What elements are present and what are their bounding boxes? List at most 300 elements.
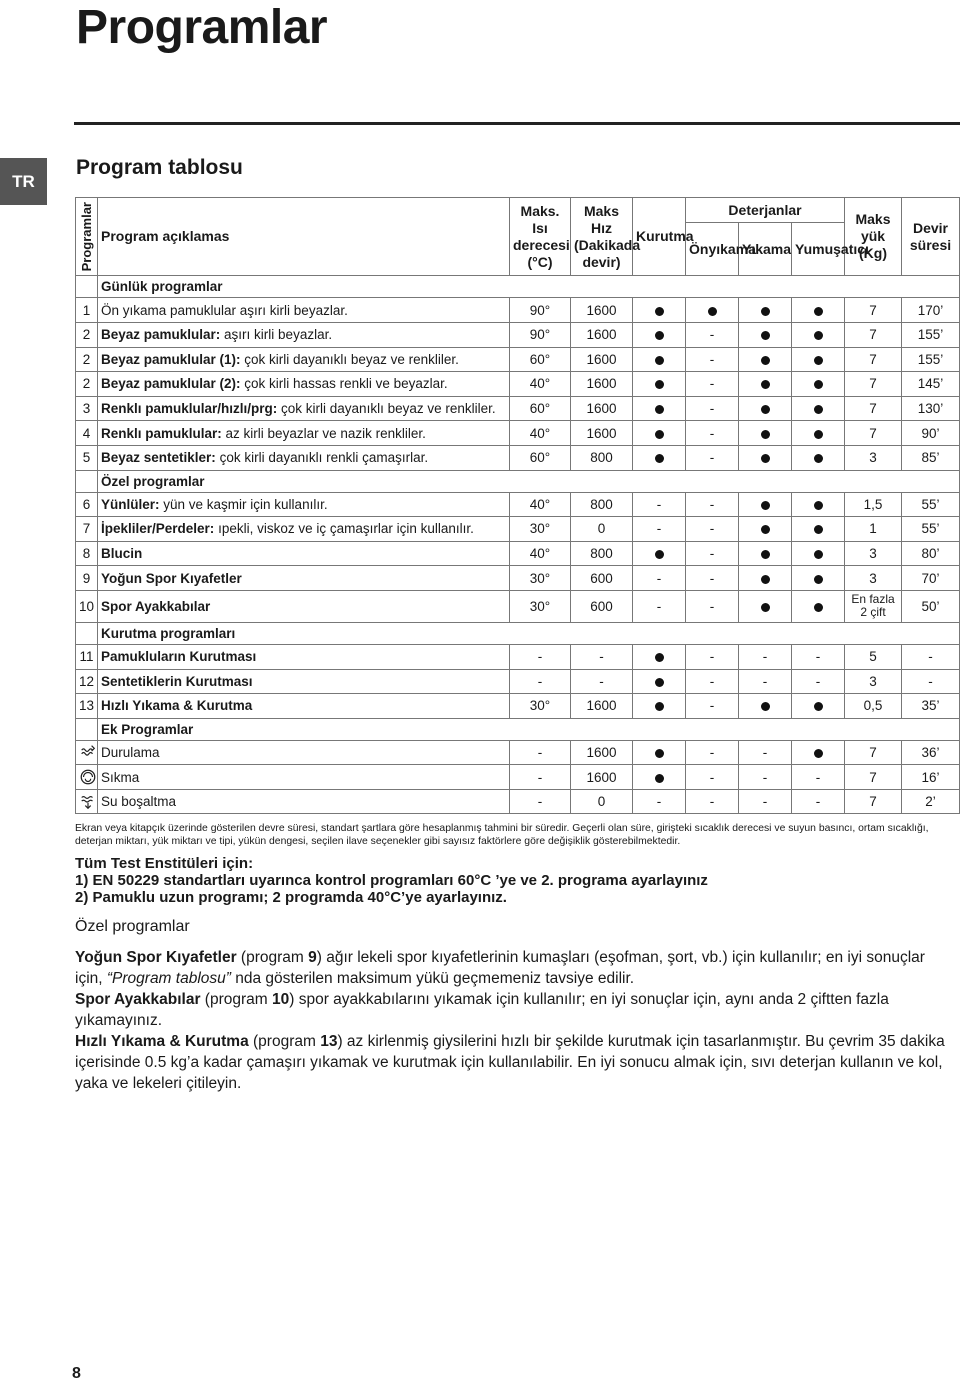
section-title: Ek Programlar xyxy=(98,718,960,740)
program-text: çok kirli dayanıklı beyaz ve renkliler. xyxy=(277,401,496,417)
program-label: Beyaz pamuklular: xyxy=(101,327,221,343)
section-row xyxy=(76,276,960,298)
program-label: Blucin xyxy=(101,546,143,562)
wash-cell xyxy=(739,566,792,591)
program-description xyxy=(98,322,510,347)
program-number: 6 xyxy=(76,492,98,517)
section-row xyxy=(76,718,960,740)
prewash-cell xyxy=(686,298,739,323)
program-label: Yoğun Spor Kıyafetler xyxy=(101,570,242,586)
speed-cell: 1600 xyxy=(571,347,633,372)
program-text: ıpekli, viskoz ve iç çamaşırlar için kullanılır. xyxy=(214,521,474,537)
prewash-cell: - xyxy=(686,789,739,814)
table-row xyxy=(76,765,960,790)
program-description xyxy=(98,492,510,517)
load-cell: 5 xyxy=(845,644,902,669)
program-description xyxy=(98,566,510,591)
speed-cell: 1600 xyxy=(571,322,633,347)
section-row xyxy=(76,470,960,492)
speed-cell: 1600 xyxy=(571,421,633,446)
program-text: Sıkma xyxy=(101,769,140,785)
speed-cell: 1600 xyxy=(571,765,633,790)
wash-cell xyxy=(739,372,792,397)
duration-cell: 155’ xyxy=(902,347,960,372)
section-title: Özel programlar xyxy=(98,470,960,492)
wash-cell xyxy=(739,396,792,421)
dry-cell: - xyxy=(633,590,686,622)
duration-cell: 16’ xyxy=(902,765,960,790)
duration-cell: 85’ xyxy=(902,445,960,470)
test-line-1: 1) EN 50229 standartları uyarınca kontrol programları 60°C ’ye ve 2. programa ayarlayınız xyxy=(75,872,708,889)
prewash-cell: - xyxy=(686,445,739,470)
filled-dot-icon xyxy=(761,525,770,534)
filled-dot-icon xyxy=(814,501,823,510)
dry-cell xyxy=(633,765,686,790)
program-table xyxy=(75,197,960,814)
program-label: Beyaz sentetikler: xyxy=(101,450,216,466)
dry-cell xyxy=(633,421,686,446)
softener-cell xyxy=(792,590,845,622)
temp-cell: - xyxy=(510,644,571,669)
filled-dot-icon xyxy=(814,380,823,389)
prewash-cell: - xyxy=(686,322,739,347)
load-cell: 7 xyxy=(845,298,902,323)
wash-cell xyxy=(739,421,792,446)
filled-dot-icon xyxy=(761,702,770,711)
filled-dot-icon xyxy=(655,356,664,365)
dry-cell xyxy=(633,347,686,372)
prewash-cell: - xyxy=(686,566,739,591)
speed-cell: 1600 xyxy=(571,372,633,397)
program-label: Beyaz pamuklular (2): xyxy=(101,376,241,392)
prewash-cell: - xyxy=(686,590,739,622)
filled-dot-icon xyxy=(655,749,664,758)
prewash-header: Önyıkama xyxy=(686,223,739,276)
table-row xyxy=(76,566,960,591)
table-row xyxy=(76,372,960,397)
filled-dot-icon xyxy=(814,603,823,612)
table-body xyxy=(76,276,960,814)
program-description xyxy=(98,347,510,372)
load-cell: 7 xyxy=(845,347,902,372)
paragraph-quick-wash-dry: Hızlı Yıkama & Kurutma (program 13) az kirlenmiş giysilerini hızlı bir şekilde kurutmak için tasarlanmıştır. Bu çevrim 35 dakika içerisinde 0.5 kg’a kadar çamaşırı yıkamak ve kurutmak için kullanılabilir. En iyi sonucu almak için, sıvı deterjan kullanın ve kol, yaka ve lekeleri çitileyin. xyxy=(75,1033,945,1092)
speed-cell: 1600 xyxy=(571,740,633,765)
softener-cell xyxy=(792,492,845,517)
filled-dot-icon xyxy=(655,653,664,662)
filled-dot-icon xyxy=(814,550,823,559)
dry-cell xyxy=(633,445,686,470)
softener-cell xyxy=(792,694,845,719)
load-cell: En fazla 2 çift xyxy=(845,590,902,622)
softener-cell: - xyxy=(792,644,845,669)
duration-cell: 70’ xyxy=(902,566,960,591)
temp-cell: 60° xyxy=(510,347,571,372)
filled-dot-icon xyxy=(655,774,664,783)
softener-cell xyxy=(792,566,845,591)
prewash-cell: - xyxy=(686,372,739,397)
speed-cell: 800 xyxy=(571,541,633,566)
dry-header: Kurutma xyxy=(633,198,686,276)
table-row xyxy=(76,322,960,347)
filled-dot-icon xyxy=(814,575,823,584)
wash-cell xyxy=(739,590,792,622)
program-description xyxy=(98,396,510,421)
wash-cell xyxy=(739,445,792,470)
load-cell: 7 xyxy=(845,765,902,790)
drain-icon xyxy=(76,789,98,814)
section-title: Kurutma programları xyxy=(98,622,960,644)
temp-cell: - xyxy=(510,669,571,694)
desc-header: Program açıklamas xyxy=(98,198,510,276)
prewash-cell: - xyxy=(686,347,739,372)
duration-cell: 130’ xyxy=(902,396,960,421)
program-description xyxy=(98,298,510,323)
special-programs-text xyxy=(75,947,955,1094)
duration-cell: - xyxy=(902,644,960,669)
program-text: yün ve kaşmir için kullanılır. xyxy=(159,496,328,512)
program-description xyxy=(98,372,510,397)
table-row xyxy=(76,396,960,421)
program-number: 3 xyxy=(76,396,98,421)
program-number: 13 xyxy=(76,694,98,719)
table-row xyxy=(76,694,960,719)
filled-dot-icon xyxy=(761,603,770,612)
load-cell: 3 xyxy=(845,669,902,694)
test-title: Tüm Test Enstitüleri için: xyxy=(75,855,254,872)
duration-cell: 145’ xyxy=(902,372,960,397)
table-row xyxy=(76,298,960,323)
paragraph-sport-clothes: Yoğun Spor Kıyafetler (program 9) ağır lekeli spor kıyafetlerinin kumaşları (eşofman, şort, vb.) için kullanılır; en iyi sonuçlar için, “Program tablosu” nda gösterilen maksimum yükü geçmemeniz tavsiye edilir. xyxy=(75,949,925,987)
program-description xyxy=(98,517,510,542)
spin-icon xyxy=(76,765,98,790)
speed-header: Maks Hız (Dakikada devir) xyxy=(571,198,633,276)
table-row xyxy=(76,740,960,765)
load-cell: 3 xyxy=(845,445,902,470)
table-row xyxy=(76,669,960,694)
filled-dot-icon xyxy=(655,405,664,414)
special-programs-heading: Özel programlar xyxy=(75,918,190,935)
wash-cell xyxy=(739,298,792,323)
duration-note: Ekran veya kitapçık üzerinde gösterilen devre süresi, standart şartlara göre hesaplanmış tahmini bir süredir. Geçerli olan süre, girişteki sıcaklık derecesi ve suyun basıncı, ortam sıcaklığı, deterjan miktarı, yük miktarı ve tipi, yükün dengesi, seçilen ilave seçenekler gibi sayısız faktörlere göre değişiklik gösterebilmektedir. xyxy=(75,823,929,847)
softener-cell xyxy=(792,445,845,470)
program-label: İpekliler/Perdeler: xyxy=(101,521,215,537)
program-number: 7 xyxy=(76,517,98,542)
dry-cell xyxy=(633,740,686,765)
duration-cell: 55’ xyxy=(902,492,960,517)
temp-cell: 60° xyxy=(510,396,571,421)
load-cell: 7 xyxy=(845,372,902,397)
program-number: 11 xyxy=(76,644,98,669)
wash-cell: - xyxy=(739,669,792,694)
filled-dot-icon xyxy=(814,749,823,758)
filled-dot-icon xyxy=(655,678,664,687)
program-description xyxy=(98,694,510,719)
load-cell: 1 xyxy=(845,517,902,542)
softener-cell xyxy=(792,421,845,446)
language-tab: TR xyxy=(0,158,47,205)
filled-dot-icon xyxy=(655,380,664,389)
program-label: Sentetiklerin Kurutması xyxy=(101,673,253,689)
speed-cell: 800 xyxy=(571,445,633,470)
filled-dot-icon xyxy=(814,331,823,340)
duration-cell: 50’ xyxy=(902,590,960,622)
filled-dot-icon xyxy=(814,356,823,365)
speed-cell: 600 xyxy=(571,566,633,591)
load-cell: 3 xyxy=(845,541,902,566)
speed-cell: 0 xyxy=(571,789,633,814)
duration-cell: 155’ xyxy=(902,322,960,347)
temp-cell: 30° xyxy=(510,590,571,622)
detergent-header: Deterjanlar xyxy=(686,198,845,223)
prewash-cell: - xyxy=(686,644,739,669)
table-row xyxy=(76,644,960,669)
temp-header: Maks. Isı derecesi (°C) xyxy=(510,198,571,276)
table-row xyxy=(76,541,960,566)
prewash-cell: - xyxy=(686,517,739,542)
wash-cell xyxy=(739,322,792,347)
speed-cell: 0 xyxy=(571,517,633,542)
program-description xyxy=(98,644,510,669)
program-description xyxy=(98,740,510,765)
page-number: 8 xyxy=(72,1365,81,1382)
program-text: Su boşaltma xyxy=(101,794,177,810)
softener-cell: - xyxy=(792,669,845,694)
duration-cell: 55’ xyxy=(902,517,960,542)
softener-cell xyxy=(792,347,845,372)
prewash-cell: - xyxy=(686,541,739,566)
program-text: çok kirli hassas renkli ve beyazlar. xyxy=(240,376,448,392)
temp-cell: - xyxy=(510,740,571,765)
filled-dot-icon xyxy=(761,380,770,389)
duration-cell: 35’ xyxy=(902,694,960,719)
table-row xyxy=(76,347,960,372)
temp-cell: 30° xyxy=(510,566,571,591)
section-num-cell xyxy=(76,276,98,298)
wash-cell xyxy=(739,694,792,719)
load-cell: 3 xyxy=(845,566,902,591)
temp-cell: 40° xyxy=(510,372,571,397)
load-cell: 7 xyxy=(845,322,902,347)
section-title: Program tablosu xyxy=(76,156,243,179)
program-description xyxy=(98,669,510,694)
program-label: Renklı pamuklular: xyxy=(101,425,222,441)
duration-header: Devir süresi xyxy=(902,198,960,276)
wash-cell xyxy=(739,347,792,372)
filled-dot-icon xyxy=(655,307,664,316)
filled-dot-icon xyxy=(761,454,770,463)
table-row xyxy=(76,517,960,542)
load-header: Maks yük (Kg) xyxy=(845,198,902,276)
page-title: Programlar xyxy=(76,1,328,54)
program-number: 9 xyxy=(76,566,98,591)
filled-dot-icon xyxy=(761,501,770,510)
softener-header: Yumuşatıcı xyxy=(792,223,845,276)
filled-dot-icon xyxy=(814,307,823,316)
filled-dot-icon xyxy=(761,356,770,365)
program-text: çok kirli dayanıklı renkli çamaşırlar. xyxy=(215,450,429,466)
temp-cell: - xyxy=(510,765,571,790)
temp-cell: 40° xyxy=(510,541,571,566)
program-label: Yünlüler: xyxy=(101,496,160,512)
dry-cell: - xyxy=(633,492,686,517)
duration-cell: 80’ xyxy=(902,541,960,566)
program-number: 12 xyxy=(76,669,98,694)
filled-dot-icon xyxy=(761,430,770,439)
filled-dot-icon xyxy=(655,331,664,340)
duration-cell: - xyxy=(902,669,960,694)
filled-dot-icon xyxy=(655,550,664,559)
section-num-cell xyxy=(76,622,98,644)
dry-cell xyxy=(633,694,686,719)
filled-dot-icon xyxy=(655,454,664,463)
wash-cell: - xyxy=(739,789,792,814)
softener-cell xyxy=(792,298,845,323)
dry-cell xyxy=(633,644,686,669)
temp-cell: - xyxy=(510,789,571,814)
program-text: Durulama xyxy=(101,744,160,760)
speed-cell: 1600 xyxy=(571,298,633,323)
filled-dot-icon xyxy=(761,331,770,340)
load-cell: 7 xyxy=(845,740,902,765)
program-label: Renklı pamuklular/hızlı/prg: xyxy=(101,401,278,417)
program-text: çok kirli dayanıklı beyaz ve renkliler. xyxy=(240,351,459,367)
softener-cell: - xyxy=(792,789,845,814)
duration-cell: 36’ xyxy=(902,740,960,765)
filled-dot-icon xyxy=(761,575,770,584)
temp-cell: 30° xyxy=(510,694,571,719)
test-institutes-block xyxy=(75,855,955,906)
speed-cell: 800 xyxy=(571,492,633,517)
program-number: 2 xyxy=(76,322,98,347)
wash-cell xyxy=(739,541,792,566)
filled-dot-icon xyxy=(814,405,823,414)
load-cell: 7 xyxy=(845,789,902,814)
rinse-icon xyxy=(76,740,98,765)
prewash-cell: - xyxy=(686,421,739,446)
temp-cell: 90° xyxy=(510,298,571,323)
speed-cell: 1600 xyxy=(571,694,633,719)
prewash-cell: - xyxy=(686,396,739,421)
softener-cell xyxy=(792,322,845,347)
softener-cell xyxy=(792,396,845,421)
load-cell: 0,5 xyxy=(845,694,902,719)
table-row xyxy=(76,789,960,814)
load-cell: 7 xyxy=(845,396,902,421)
program-label: Spor Ayakkabılar xyxy=(101,598,211,614)
speed-cell: - xyxy=(571,644,633,669)
program-label: Pamukluların Kurutması xyxy=(101,649,257,665)
program-description xyxy=(98,421,510,446)
temp-cell: 60° xyxy=(510,445,571,470)
section-row xyxy=(76,622,960,644)
wash-header: Yıkama xyxy=(739,223,792,276)
load-cell: 7 xyxy=(845,421,902,446)
program-number: 2 xyxy=(76,347,98,372)
program-number: 1 xyxy=(76,298,98,323)
filled-dot-icon xyxy=(814,702,823,711)
softener-cell xyxy=(792,372,845,397)
filled-dot-icon xyxy=(814,525,823,534)
filled-dot-icon xyxy=(708,307,717,316)
speed-cell: - xyxy=(571,669,633,694)
duration-cell: 170’ xyxy=(902,298,960,323)
dry-cell xyxy=(633,396,686,421)
load-cell: 1,5 xyxy=(845,492,902,517)
program-label: Beyaz pamuklular (1): xyxy=(101,351,241,367)
section-title: Günlük programlar xyxy=(98,276,960,298)
dry-cell: - xyxy=(633,566,686,591)
program-description xyxy=(98,541,510,566)
wash-cell: - xyxy=(739,644,792,669)
filled-dot-icon xyxy=(761,550,770,559)
program-text: Ön yıkama pamuklular aşırı kirli beyazlar. xyxy=(101,302,348,318)
program-number: 10 xyxy=(76,590,98,622)
title-divider xyxy=(74,122,960,125)
program-description xyxy=(98,765,510,790)
speed-cell: 1600 xyxy=(571,396,633,421)
program-description xyxy=(98,445,510,470)
table-row xyxy=(76,492,960,517)
program-description xyxy=(98,590,510,622)
filled-dot-icon xyxy=(814,454,823,463)
program-text: az kirli beyazlar ve nazik renkliler. xyxy=(221,425,426,441)
wash-cell xyxy=(739,492,792,517)
prewash-cell: - xyxy=(686,694,739,719)
test-line-2: 2) Pamuklu uzun programı; 2 programda 40°C’ye ayarlayınız. xyxy=(75,889,507,906)
temp-cell: 40° xyxy=(510,492,571,517)
duration-cell: 90’ xyxy=(902,421,960,446)
dry-cell xyxy=(633,322,686,347)
program-number: 2 xyxy=(76,372,98,397)
duration-cell: 2’ xyxy=(902,789,960,814)
section-num-cell xyxy=(76,718,98,740)
dry-cell: - xyxy=(633,789,686,814)
speed-cell: 600 xyxy=(571,590,633,622)
temp-cell: 40° xyxy=(510,421,571,446)
temp-cell: 30° xyxy=(510,517,571,542)
program-description xyxy=(98,789,510,814)
dry-cell xyxy=(633,541,686,566)
wash-cell: - xyxy=(739,765,792,790)
prewash-cell: - xyxy=(686,492,739,517)
softener-cell xyxy=(792,517,845,542)
program-text: aşırı kirli beyazlar. xyxy=(220,327,333,343)
prewash-cell: - xyxy=(686,765,739,790)
table-row xyxy=(76,445,960,470)
prewash-cell: - xyxy=(686,740,739,765)
section-num-cell xyxy=(76,470,98,492)
dry-cell: - xyxy=(633,517,686,542)
table-row xyxy=(76,421,960,446)
softener-cell xyxy=(792,740,845,765)
softener-cell xyxy=(792,541,845,566)
filled-dot-icon xyxy=(761,405,770,414)
filled-dot-icon xyxy=(814,430,823,439)
dry-cell xyxy=(633,669,686,694)
softener-cell: - xyxy=(792,765,845,790)
program-label: Hızlı Yıkama & Kurutma xyxy=(101,698,253,714)
dry-cell xyxy=(633,372,686,397)
paragraph-sport-shoes: Spor Ayakkabılar (program 10) spor ayakkabılarını yıkamak için kullanılır; en iyi sonuçlar için, aynı anda 2 çiftten fazla yıkamayınız. xyxy=(75,991,889,1029)
prewash-cell: - xyxy=(686,669,739,694)
wash-cell: - xyxy=(739,740,792,765)
filled-dot-icon xyxy=(761,307,770,316)
program-number: 8 xyxy=(76,541,98,566)
programlar-header: Programlar xyxy=(76,198,98,276)
filled-dot-icon xyxy=(655,430,664,439)
temp-cell: 90° xyxy=(510,322,571,347)
table-row xyxy=(76,590,960,622)
